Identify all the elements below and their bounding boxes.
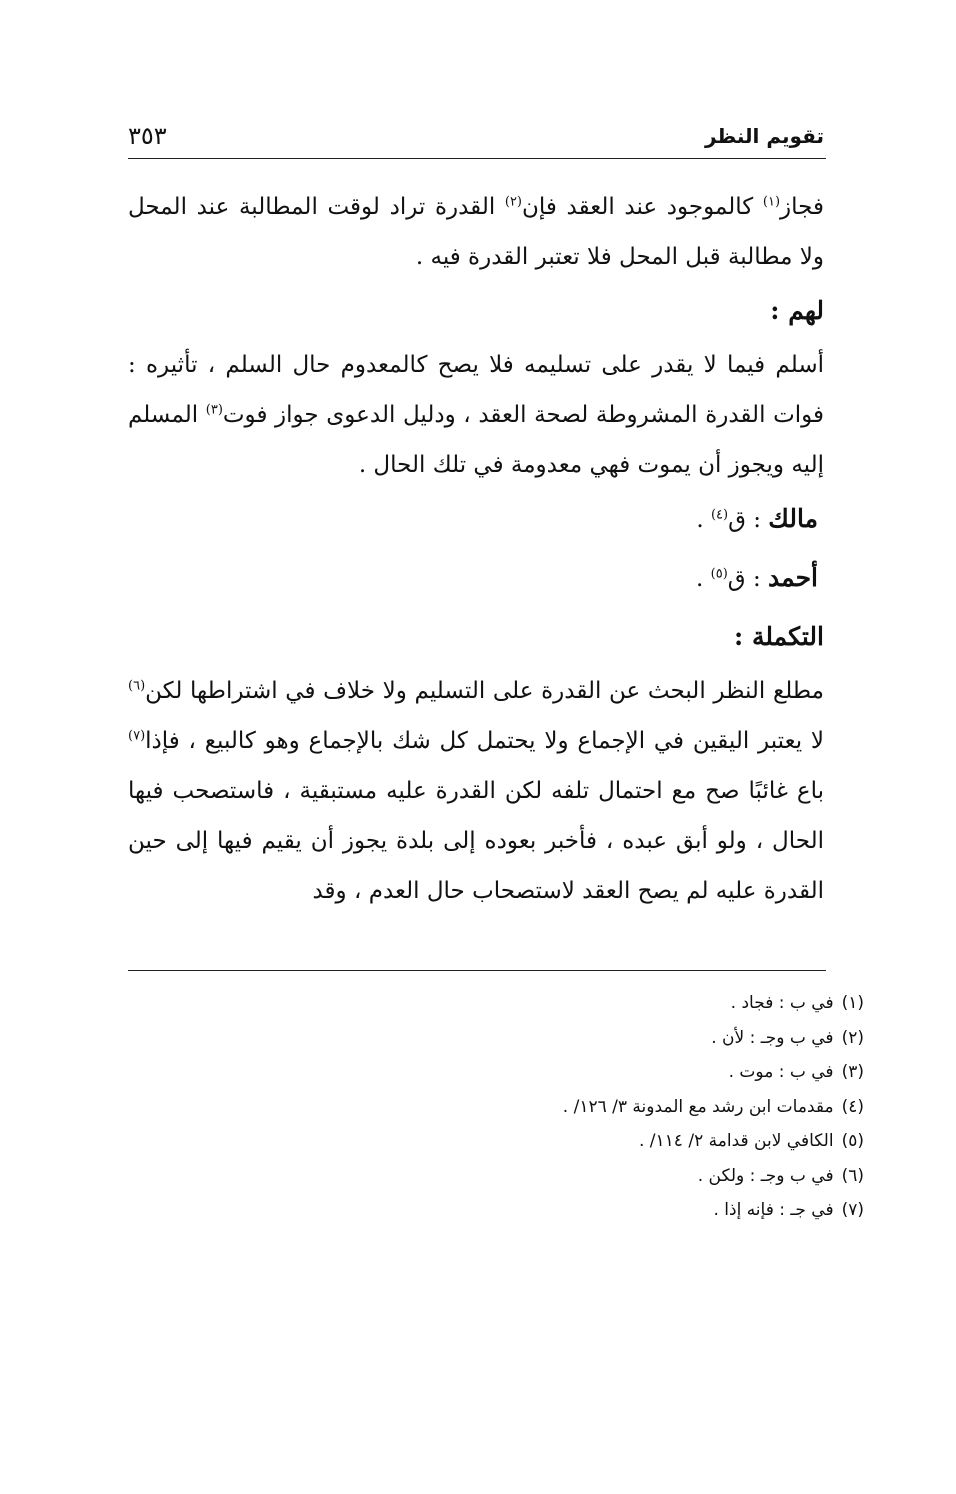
footnote-ref-2: (٢) <box>504 194 522 210</box>
text-run: كالموجود عند العقد فإن <box>522 194 763 220</box>
text-run: : ق <box>727 566 769 592</box>
footnote-text: في ب : موت . <box>728 1062 834 1082</box>
footnote-ref-7: (٧) <box>128 728 146 744</box>
page-number: ٣٥٣ <box>128 122 167 150</box>
footnote-text: الكافي لابن قدامة ٢/ ١١٤/ . <box>639 1131 834 1151</box>
footnote-number: (٣) <box>841 1062 864 1082</box>
text-run: المسلم إليه ويجوز أن يموت فهي معدومة في تلك الحال . <box>128 402 824 478</box>
footnote-item <box>128 1193 864 1228</box>
footnote-ref-5: (٥) <box>710 566 728 582</box>
footnote-text: في ب وجـ : ولكن . <box>697 1165 834 1186</box>
footnote-item <box>128 1055 864 1090</box>
opinion-name: مالك <box>768 504 818 533</box>
footnote-text: في جـ : فإنه إذا . <box>713 1200 834 1220</box>
footnote-item <box>128 1159 864 1194</box>
heading-takmila: التكملة : <box>734 622 824 651</box>
running-title: تقويم النظر <box>704 124 824 148</box>
footnote-number: (٢) <box>841 1027 864 1048</box>
heading-lahum: لهم : <box>770 296 824 325</box>
footnote-text: في ب وجـ : لأن . <box>711 1027 834 1048</box>
footnote-number: (١) <box>841 993 864 1013</box>
paragraph-1 <box>128 182 824 282</box>
footnote-item <box>128 1021 864 1056</box>
paragraph-3 <box>128 666 824 916</box>
opinion-ahmad <box>128 549 818 608</box>
text-run: القدرة تراد لوقت المطالبة عند المحل ولا مطالبة قبل المحل فلا تعتبر القدرة فيه . <box>128 194 824 270</box>
text-run: فجاز <box>780 194 824 220</box>
footnote-text: مقدمات ابن رشد مع المدونة ٣/ ١٢٦/ . <box>562 1096 834 1117</box>
footnote-number: (٤) <box>841 1096 864 1117</box>
opinion-malik <box>128 490 818 549</box>
footnote-item <box>128 986 864 1021</box>
header-rule <box>128 158 826 159</box>
footnote-ref-1: (١) <box>762 194 781 210</box>
text-run: باع غائبًا صح مع احتمال تلفه لكن القدرة عليه مستبقية ، فاستصحب فيها الحال ، ولو أبق عبده ، فأخبر بعوده إلى بلدة يجوز أن يقيم فيها إلى حين القدرة عليه لم يصح العقد لاستصحاب حال العدم ، وقد <box>128 778 824 904</box>
opinion-name: أحمد <box>768 563 818 592</box>
main-text <box>128 182 824 916</box>
text-run: أسلم فيما لا يقدر على تسليمه فلا يصح كالمعدوم حال السلم ، تأثيره : فوات القدرة المشروطة لصحة العقد ، ودليل الدعوى جواز فوت <box>128 352 824 428</box>
footnotes-list <box>128 986 864 1228</box>
footnote-ref-3: (٣) <box>205 402 223 418</box>
text-run: : ق <box>728 507 769 533</box>
footnote-number: (٦) <box>841 1165 864 1186</box>
text-run: مطلع النظر البحث عن القدرة على التسليم ولا خلاف في اشتراطها لكن <box>145 678 824 704</box>
footnote-ref-6: (٦) <box>128 678 146 694</box>
footnote-item <box>128 1090 864 1125</box>
footnote-ref-4: (٤) <box>710 507 729 523</box>
running-head <box>128 118 824 154</box>
footnote-text: في ب : فجاد . <box>730 993 834 1013</box>
paragraph-2 <box>128 340 824 490</box>
footnote-number: (٥) <box>841 1131 864 1151</box>
text-run: . <box>696 566 711 592</box>
text-run: . <box>696 507 711 533</box>
footnote-item <box>128 1124 864 1159</box>
footnote-rule <box>128 970 826 971</box>
footnote-number: (٧) <box>841 1200 864 1220</box>
text-run: لا يعتبر اليقين في الإجماع ولا يحتمل كل شك بالإجماع وهو كالبيع ، فإذا <box>145 728 824 754</box>
